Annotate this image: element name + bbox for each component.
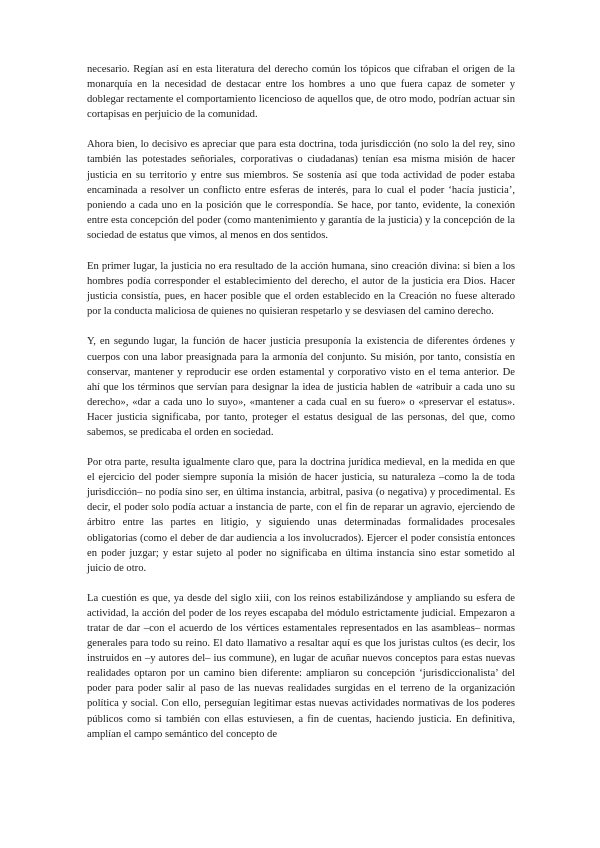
paragraph-5: Por otra parte, resulta igualmente claro que, para la doctrina jurídica medieval, en la medida en que el ejercicio del poder siempre suponía la misión de hacer justicia, su naturaleza –como la de toda jurisdicción– no podía sino ser, en última instancia, arbitral, pasiva (o negativa) y procedimental. Es decir, el poder solo podía actuar a instancia de parte, con el fin de reparar un agravio, ejerciendo de árbitro entre las partes en litigio, y siguiendo unas determinadas formalidades procesales obligatorias (como el deber de dar audiencia a los involucrados). Ejercer el poder consistía entonces en poder juzgar; y estar sujeto al poder no significaba en última instancia sino estar sometido al juicio de otro. bbox=[87, 457, 515, 574]
paragraph-6: La cuestión es que, ya desde del siglo xiii, con los reinos estabilizándose y ampliando su esfera de actividad, la acción del poder de los reyes escapaba del módulo estrictamente judicial. Empezaron a tratar de dar –con el acuerdo de los vértices estamentales representados en las asambleas– normas generales para todo su reino. El dato llamativo a resaltar aquí es que los juristas cultos (es decir, los instruidos en –y autores del– ius commune), en lugar de acuñar nuevos conceptos para estas nuevas realidades optaron por un camino bien diferente: ampliaron su concepción ‘jurisdiccionalista’ del poder para poder salir al paso de las nuevas realidades surgidas en el terreno de la organización política y social. Con ello, perseguían legitimar estas nuevas actividades normativas de los poderes públicos como si también con ellas estuviesen, a fin de cuentas, haciendo justicia. En definitiva, amplían el campo semántico del concepto de bbox=[87, 592, 515, 740]
paragraph-1: necesario. Regían así en esta literatura del derecho común los tópicos que cifraban el origen de la monarquía en la necesidad de destacar entre los hombres a uno que fuera capaz de someter y doblegar rectamente el comportamiento licencioso de aquellos que, de otro modo, podrían actuar sin cortapisas en perjuicio de la comunidad. bbox=[87, 64, 515, 121]
paragraph-3: En primer lugar, la justicia no era resultado de la acción humana, sino creación divina: si bien a los hombres podía corresponder el establecimiento del derecho, el autor de la justicia era Dios. Hacer justicia consistía, pues, en hacer posible que el orden establecido en la Creación no fuese alterado por la conducta maliciosa de quienes no quisieran respetarlo y se desviasen del camino derecho. bbox=[87, 261, 515, 318]
paragraph-2: Ahora bien, lo decisivo es apreciar que para esta doctrina, toda jurisdicción (no solo la del rey, sino también las potestades señoriales, corporativas o ciudadanas) tenían esa misma misión de hacer justicia en su territorio y entre sus miembros. Se sostenía así que toda actividad de poder estaba encaminada a resolver un conflicto entre esferas de interés, para lo cual el poder ‘hacía justicia’, poniendo a cada uno en la posición que le correspondía. Se hace, por tanto, evidente, la conexión entre esta concepción del poder (como mantenimiento y garantía de la justicia) y la concepción de la sociedad de estatus que vimos, al menos en dos sentidos. bbox=[87, 139, 515, 241]
document-page bbox=[87, 62, 515, 757]
paragraph-4: Y, en segundo lugar, la función de hacer justicia presuponía la existencia de diferentes órdenes y cuerpos con una labor preasignada para la armonía del conjunto. Su misión, por tanto, consistía en conservar, mantener y reproducir ese orden estamental y corporativo visto en el tema anterior. De ahí que los términos que servían para designar la idea de justicia hablen de «atribuir a cada uno su derecho», «dar a cada uno lo suyo», «mantener a cada cual en su fuero» o «preservar el estatus». Hacer justicia significaba, por tanto, proteger el estatus desigual de las personas, del que, como sabemos, se predicaba el orden en sociedad. bbox=[87, 336, 515, 438]
